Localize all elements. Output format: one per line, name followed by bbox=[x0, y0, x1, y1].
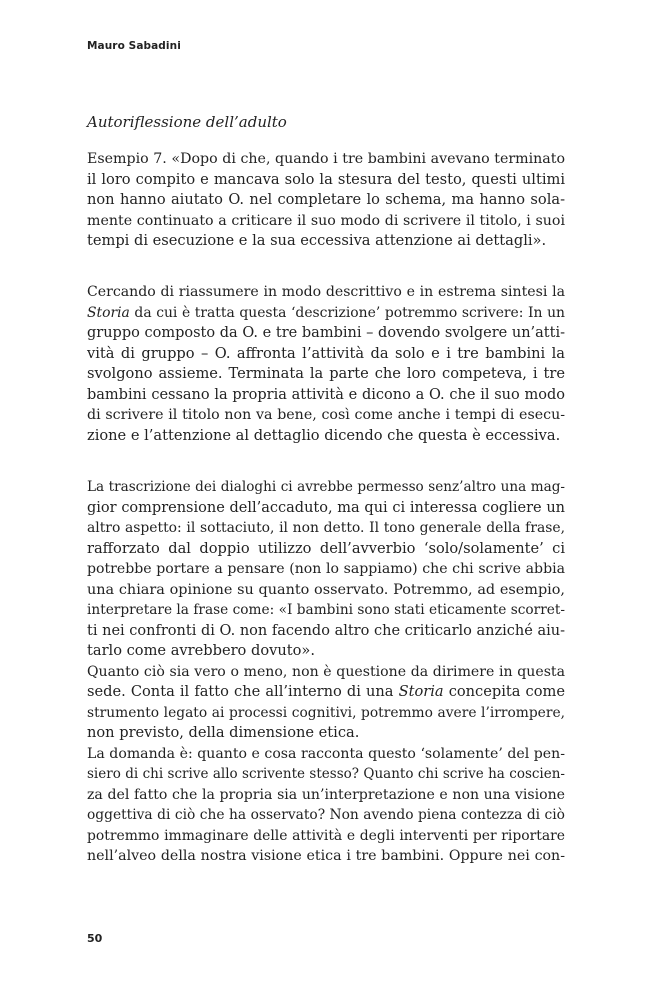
paragraph-summary bbox=[87, 282, 565, 446]
text-line: La trascrizione dei dialoghi ci avrebbe permesso senz’altro una mag- bbox=[87, 479, 565, 495]
running-head-author: Mauro Sabadini bbox=[87, 40, 181, 52]
italic-term-storia: Storia bbox=[398, 683, 444, 700]
text-line: interpretare la frase come: «I bambini sono stati eticamente scorret- bbox=[87, 602, 565, 618]
text-fragment: concepita come bbox=[443, 683, 565, 700]
text-line: Cercando di riassumere in modo descrittivo e in estrema sintesi la bbox=[87, 284, 565, 300]
italic-term-storia: Storia bbox=[87, 304, 130, 321]
text-line: il loro compito e mancava solo la stesura del testo, questi ultimi bbox=[87, 170, 565, 188]
section-heading: Autoriflessione dell’adulto bbox=[87, 113, 287, 131]
text-line: oggettiva di ciò che ha osservato? Non avendo piena contezza di ciò bbox=[87, 807, 565, 823]
text-line: za del fatto che la propria sia un’interpretazione e non una visione bbox=[87, 786, 565, 803]
text-line: rafforzato dal doppio utilizzo dell’avverbio ‘solo/solamente’ ci bbox=[87, 539, 565, 557]
text-line: bambini cessano la propria attività e dicono a O. che il suo modo bbox=[87, 386, 565, 403]
text-line: tarlo come avrebbero dovuto». bbox=[87, 642, 315, 659]
text-line: svolgono assieme. Terminata la parte che loro competeva, i tre bbox=[87, 365, 565, 382]
text-line: siero di chi scrive allo scrivente stesso? Quanto chi scrive ha coscien- bbox=[87, 766, 565, 782]
text-line: Esempio 7. «Dopo di che, quando i tre bambini avevano terminato bbox=[87, 151, 565, 167]
paragraph-example bbox=[87, 149, 565, 252]
text-line: zione e l’attenzione al dettaglio dicendo che questa è eccessiva. bbox=[87, 426, 561, 444]
text-line: strumento legato ai processi cognitivi, potremmo avere l’irrompere, bbox=[87, 704, 565, 721]
text-line bbox=[87, 682, 565, 703]
text-line: Quanto ciò sia vero o meno, non è questione da dirimere in questa bbox=[87, 663, 565, 680]
text-line: gruppo composto da O. e tre bambini – dovendo svolgere un’atti- bbox=[87, 325, 565, 341]
text-fragment: da cui è tratta questa ‘descrizione’ potremmo scrivere: In un bbox=[129, 304, 565, 321]
text-line: mente continuato a criticare il suo modo di scrivere il titolo, i suoi bbox=[87, 212, 565, 229]
page-number: 50 bbox=[87, 932, 103, 945]
text-line: una chiara opinione su quanto osservato. Potremmo, ad esempio, bbox=[87, 581, 565, 598]
text-line: La domanda è: quanto e cosa racconta questo ‘solamente’ del pen- bbox=[87, 745, 565, 762]
text-line: di scrivere il titolo non va bene, così come anche i tempi di esecu- bbox=[87, 407, 565, 423]
text-fragment: sede. Conta il fatto che all’interno di una bbox=[87, 683, 399, 700]
text-line: gior comprensione dell’accaduto, ma qui ci interessa cogliere un bbox=[87, 499, 565, 516]
text-line: potremmo immaginare delle attività e degli interventi per riportare bbox=[87, 827, 565, 844]
text-line: non hanno aiutato O. nel completare lo schema, ma hanno sola- bbox=[87, 191, 565, 208]
text-line: vità di gruppo – O. affronta l’attività da solo e i tre bambini la bbox=[87, 344, 565, 362]
text-line: ti nei confronti di O. non facendo altro che criticarlo anziché aiu- bbox=[87, 622, 565, 639]
text-line bbox=[87, 303, 565, 324]
paragraph-analysis bbox=[87, 477, 565, 867]
text-line: non previsto, della dimensione etica. bbox=[87, 724, 360, 741]
text-line: tempi di esecuzione e la sua eccessiva attenzione ai dettagli». bbox=[87, 232, 547, 249]
text-line: potrebbe portare a pensare (non lo sappiamo) che chi scrive abbia bbox=[87, 561, 565, 577]
text-line: altro aspetto: il sottaciuto, il non detto. Il tono generale della frase, bbox=[87, 520, 565, 536]
text-line: nell’alveo della nostra visione etica i tre bambini. Oppure nei con- bbox=[87, 848, 565, 864]
